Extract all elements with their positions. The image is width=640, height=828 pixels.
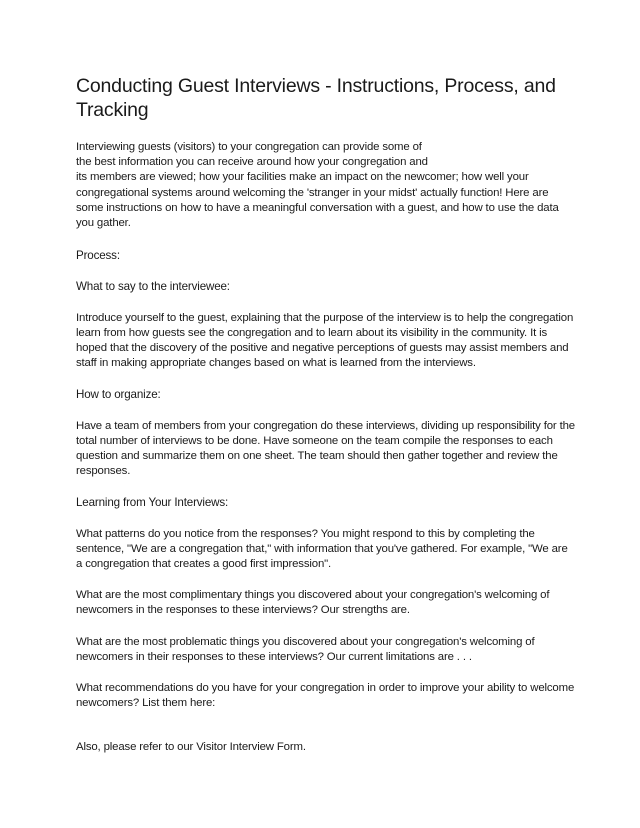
organize-paragraph: Have a team of members from your congregation do these interviews, dividing up responsibility for the total number of interviews to be done. Have someone on the team compile the responses to each question and summarize them on one sheet. The team should then gather together and review the responses. (76, 419, 575, 478)
recommendations-question: What recommendations do you have for your congregation in order to improve your ability to welcome newcomers? List them here: (76, 682, 575, 710)
interviewee-paragraph: Introduce yourself to the guest, explaining that the purpose of the interview is to help the congregation learn from how guests see the congregation and to learn about its visibility in the community. It is hoped that the discovery of the positive and negative perceptions of guests may assist members and staff in making appropriate changes based on what is learned from the interviews. (76, 311, 574, 370)
intro-line: its members are viewed; how your facilities make an impact on the newcomer; how well your congregational systems around welcoming the 'stranger in your midst' actually function! Here are some instructions on how to have a meaningful conversation with a guest, and how to use the data you gather. (76, 171, 559, 230)
document-page (76, 74, 576, 772)
learning-heading: Learning from Your Interviews: (76, 496, 229, 510)
intro-paragraph (76, 140, 571, 231)
interviewee-heading: What to say to the interviewee: (76, 280, 230, 294)
process-heading: Process: (76, 249, 120, 263)
complimentary-question: What are the most complimentary things you discovered about your congregation's welcoming of newcomers in the responses to these interviews? Our strengths are. (76, 589, 550, 617)
organize-heading: How to organize: (76, 388, 161, 402)
document-title: Conducting Guest Interviews - Instructions, Process, and Tracking (76, 75, 556, 121)
intro-line: Interviewing guests (visitors) to your congregation can provide some of (76, 141, 422, 153)
patterns-question: What patterns do you notice from the responses? You might respond to this by completing the sentence, "We are a congregation that," with information that you've gathered. For example, "We are a congregation that creates a good first impression". (76, 527, 568, 571)
intro-line: the best information you can receive around how your congregation and (76, 156, 428, 169)
problematic-question: What are the most problematic things you discovered about your congregation's welcoming of newcomers in their responses to these interviews? Our current limitations are . . . (76, 635, 535, 663)
closing-note: Also, please refer to our Visitor Interview Form. (76, 741, 306, 754)
